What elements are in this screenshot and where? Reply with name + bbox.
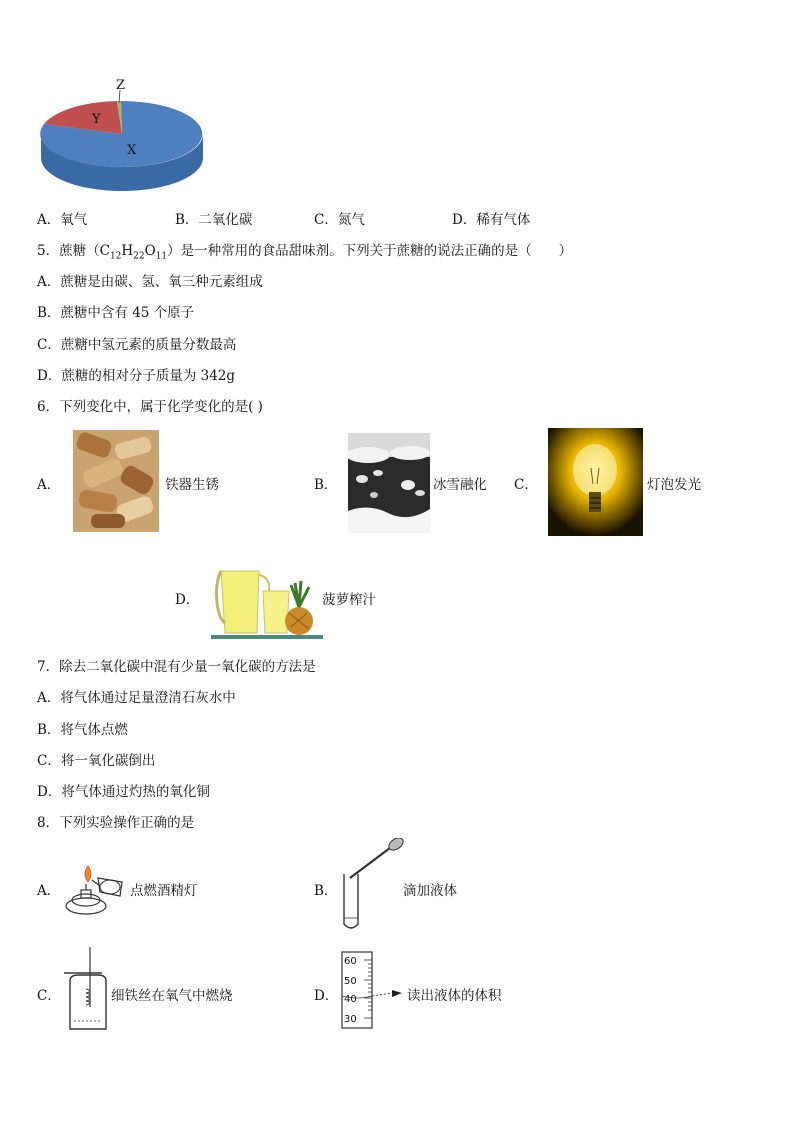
q7-option-c[interactable]: C．将一氧化碳倒出 [37, 753, 156, 769]
pie-label-x: X [127, 143, 137, 158]
q8-caption-d: 读出液体的体积 [407, 988, 502, 1004]
q7-option-b[interactable]: B．将气体点燃 [37, 722, 128, 738]
q6-stem: 6．下列变化中，属于化学变化的是( ) [37, 399, 263, 415]
q8-option-d-letter[interactable]: D． [314, 988, 339, 1004]
glowing-bulb-image [548, 428, 643, 536]
iron-wire-burning-image [62, 945, 114, 1035]
q8-option-c-letter[interactable]: C． [37, 988, 61, 1004]
graduated-cylinder-image [340, 950, 404, 1030]
q7-stem: 7．除去二氧化碳中混有少量一氧化碳的方法是 [37, 659, 316, 675]
q5-option-a[interactable]: A．蔗糖是由碳、氢、氧三种元素组成 [37, 274, 263, 290]
q8-caption-b: 滴加液体 [403, 883, 457, 899]
q5-stem: 5．蔗糖$(C_{12}H_{22}O_{11})$是一种常用的食品甜味剂。下列关于蔗糖的说法正确的是（ ） [37, 243, 573, 262]
q6-caption-d: 菠萝榨汁 [322, 592, 376, 608]
q7-option-d[interactable]: D．将气体通过灼热的氧化铜 [37, 784, 210, 800]
q8-caption-c: 细铁丝在氧气中燃烧 [111, 988, 233, 1004]
q5-option-d[interactable]: D．蔗糖的相对分子质量为 342g [37, 368, 236, 384]
pineapple-juice-image [211, 563, 323, 639]
q8-caption-a: 点燃酒精灯 [130, 883, 198, 899]
rusty-iron-image [73, 430, 159, 532]
q7-option-a[interactable]: A．将气体通过足量澄清石灰水中 [37, 690, 236, 706]
cylinder-tick-30: 30 [344, 1014, 357, 1025]
melting-snow-image [348, 433, 430, 533]
q5-option-c[interactable]: C．蔗糖中氢元素的质量分数最高 [37, 337, 237, 353]
gas-composition-pie-chart [38, 76, 208, 198]
q4-option-c[interactable]: C．氮气 [314, 212, 365, 228]
q8-stem: 8．下列实验操作正确的是 [37, 815, 195, 831]
q4-option-a[interactable]: A．氧气 [37, 212, 88, 228]
q6-caption-b: 冰雪融化 [433, 477, 487, 493]
q6-option-c-letter[interactable]: C． [514, 477, 538, 493]
cylinder-tick-50: 50 [344, 976, 357, 987]
q6-option-d-letter[interactable]: D． [175, 592, 200, 608]
alcohol-lamp-lighting-image [62, 856, 130, 918]
q6-caption-c: 灯泡发光 [647, 477, 701, 493]
q6-caption-a: 铁器生锈 [165, 477, 219, 493]
q4-option-d[interactable]: D．稀有气体 [452, 212, 531, 228]
dropper-test-tube-image [338, 838, 408, 934]
q8-option-a-letter[interactable]: A． [37, 883, 61, 899]
q8-option-b-letter[interactable]: B． [314, 883, 338, 899]
q6-option-a-letter[interactable]: A． [37, 477, 61, 493]
eye-icon [392, 990, 402, 997]
q5-option-b[interactable]: B．蔗糖中含有 45 个原子 [37, 305, 195, 321]
q6-option-b-letter[interactable]: B． [314, 477, 338, 493]
q4-option-b[interactable]: B．二氧化碳 [175, 212, 253, 228]
pie-label-y: Y [92, 112, 101, 127]
cylinder-tick-40: 40 [344, 994, 357, 1005]
cylinder-tick-60: 60 [344, 956, 357, 967]
pie-label-z: Z [116, 78, 126, 93]
